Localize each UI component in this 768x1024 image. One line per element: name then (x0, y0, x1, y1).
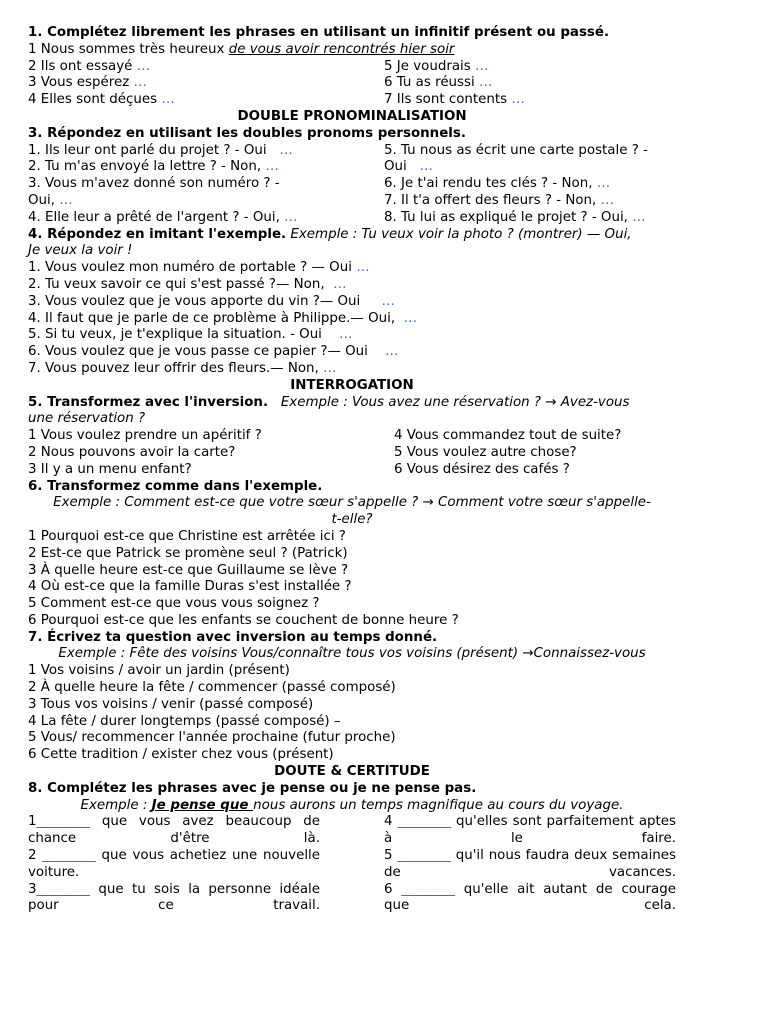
ex7-example: Exemple : Fête des voisins Vous/connaître tous vos voisins (présent) →Connaissez-vous (58, 646, 646, 662)
section-heading-doute: DOUTE & CERTITUDE (274, 764, 430, 780)
ex1-right-column (384, 59, 525, 109)
ex4-title: 4. Répondez en imitant l'exemple. (28, 226, 287, 242)
ex8-item: 5 ________ qu'il nous faudra deux semaines de vacances. (384, 848, 676, 880)
section-heading-double: DOUBLE PRONOMINALISATION (237, 108, 467, 124)
ex1-left-column (28, 59, 384, 109)
ex3-left-column (28, 143, 384, 227)
ex5-item: 2 Nous pouvons avoir la carte? (28, 444, 236, 460)
ex6-example: Exemple : Comment est-ce que votre sœur s'appelle ? → Comment votre sœur s'appelle- (53, 495, 651, 511)
ex5-item: 4 Vous commandez tout de suite? (394, 428, 622, 444)
ex4-item: 4. Il faut que je parle de ce problème à Philippe.— Oui, … (28, 310, 417, 326)
ex1-item-1-answer: de vous avoir rencontrés hier soir (228, 41, 455, 57)
ex7-item: 5 Vous/ recommencer l'année prochaine (futur proche) (28, 730, 396, 746)
ex3-item: 7. Il t'a offert des fleurs ? - Non, … (384, 192, 614, 208)
ex1-item: 2 Ils ont essayé … (28, 58, 151, 74)
ex7-item: 2 À quelle heure la fête / commencer (passé composé) (28, 680, 396, 696)
ex3-item: 2. Tu m'as envoyé la lettre ? - Non, … (28, 159, 279, 175)
ex1-item: 4 Elles sont déçues … (28, 92, 175, 108)
ex8-item: 6 ________ qu'elle ait autant de courage que cela. (384, 881, 676, 914)
ex3-item: 6. Je t'ai rendu tes clés ? - Non, … (384, 176, 611, 192)
ex3-item: 5. Tu nous as écrit une carte postale ? - (384, 142, 648, 158)
ex4-title-line (28, 227, 676, 244)
ex1-item: 7 Ils sont contents … (384, 92, 525, 108)
ex6-title: 6. Transformez comme dans l'exemple. (28, 478, 323, 494)
ex1-item-1: 1 Nous sommes très heureux de vous avoir rencontrés hier soir (28, 41, 455, 57)
ex6-item: 1 Pourquoi est-ce que Christine est arrêtée ici ? (28, 528, 346, 544)
ex4-item: 2. Tu veux savoir ce qui s'est passé ?— Non, … (28, 276, 347, 292)
ex5-title-line (28, 395, 676, 412)
ex3-columns (28, 143, 676, 227)
ex8-left-column (28, 814, 320, 915)
ex8-item: 1________ que vous avez beaucoup de chance d'être là. (28, 814, 320, 847)
answer-blank: ________ (397, 814, 452, 830)
ex4-item: 6. Vous voulez que je vous passe ce papier ?— Oui … (28, 344, 399, 360)
ex5-columns (28, 428, 676, 478)
ex8-item: 2 ________ que vous achetiez une nouvelle voiture. (28, 848, 320, 880)
worksheet (28, 25, 676, 915)
ex5-item: 1 Vous voulez prendre un apéritif ? (28, 428, 262, 444)
answer-blank: ________ (36, 814, 91, 830)
ex1-item: 3 Vous espérez … (28, 75, 147, 91)
ex4-item: 5. Si tu veux, je t'explique la situation. - Oui … (28, 327, 353, 343)
ex8-right-column (384, 814, 676, 915)
ex3-item: 1. Ils leur ont parlé du projet ? - Oui … (28, 142, 293, 158)
ex3-item: Oui, … (28, 192, 73, 208)
ex4-example-cont: Je veux la voir ! (28, 243, 133, 259)
ex3-item: 4. Elle leur a prêté de l'argent ? - Oui, … (28, 209, 298, 225)
ex8-columns (28, 814, 676, 915)
ex8-item: 4 ________ qu'elles sont parfaitement aptes à le faire. (384, 814, 677, 847)
ex3-item: Oui … (384, 159, 433, 175)
ex4-item: 7. Vous pouvez leur offrir des fleurs.— Non, … (28, 360, 337, 376)
answer-blank: ________ (397, 848, 451, 864)
ex3-item: 8. Tu lui as expliqué le projet ? - Oui, … (384, 209, 646, 225)
ex3-title: 3. Répondez en utilisant les doubles pronoms personnels. (28, 125, 466, 141)
ex5-example: Exemple : Vous avez une réservation ? → Avez-vous (280, 394, 630, 410)
section-heading-interrogation: INTERROGATION (290, 377, 414, 393)
ex1-columns (28, 59, 676, 109)
ex5-title: 5. Transformez avec l'inversion. (28, 394, 269, 410)
ex7-item: 4 La fête / durer longtemps (passé composé) – (28, 713, 341, 729)
ex8-item: 3________ que tu sois la personne idéale pour ce travail. (28, 881, 320, 914)
ex1-title: 1. Complétez librement les phrases en utilisant un infinitif présent ou passé. (28, 25, 610, 40)
ex8-example-answer: Je pense que (151, 797, 254, 813)
ex1-item: 5 Je voudrais … (384, 58, 489, 74)
ex6-item: 2 Est-ce que Patrick se promène seul ? (Patrick) (28, 545, 348, 561)
ex6-item: 5 Comment est-ce que vous vous soignez ? (28, 596, 320, 612)
ex7-item: 1 Vos voisins / avoir un jardin (présent) (28, 663, 290, 679)
ex8-example: Exemple : Je pense que nous aurons un temps magnifique au cours du voyage. (80, 797, 624, 813)
ex5-left-column (28, 428, 394, 478)
ex7-item: 6 Cette tradition / exister chez vous (présent) (28, 747, 334, 763)
answer-blank: ________ (36, 881, 91, 897)
ex5-item: 3 Il y a un menu enfant? (28, 461, 192, 477)
ex5-item: 6 Vous désirez des cafés ? (394, 461, 570, 477)
ex7-title: 7. Écrivez ta question avec inversion au temps donné. (28, 629, 438, 645)
answer-blank: ________ (401, 881, 455, 897)
ex4-item: 1. Vous voulez mon numéro de portable ? — Oui … (28, 260, 370, 276)
ex5-right-column (394, 428, 621, 478)
ex1-item: 6 Tu as réussi … (384, 75, 493, 91)
answer-blank: ________ (42, 848, 96, 864)
ex5-item: 5 Vous voulez autre chose? (394, 444, 577, 460)
ex4-example: Exemple : Tu veux voir la photo ? (montrer) — Oui, (290, 226, 632, 242)
ex8-title: 8. Complétez les phrases avec je pense ou je ne pense pas. (28, 780, 477, 796)
ex6-item: 6 Pourquoi est-ce que les enfants se couchent de bonne heure ? (28, 612, 459, 628)
ex3-item: 3. Vous m'avez donné son numéro ? - (28, 176, 280, 192)
ex6-item: 3 À quelle heure est-ce que Guillaume se lève ? (28, 562, 349, 578)
ex3-right-column (384, 143, 648, 227)
ex6-item: 4 Où est-ce que la famille Duras s'est installée ? (28, 579, 352, 595)
ex6-example-cont: t-elle? (331, 512, 373, 528)
ex7-item: 3 Tous vos voisins / venir (passé composé) (28, 696, 314, 712)
ex4-item: 3. Vous voulez que je vous apporte du vin ?— Oui … (28, 293, 395, 309)
ex5-example-cont: une réservation ? (28, 411, 146, 427)
